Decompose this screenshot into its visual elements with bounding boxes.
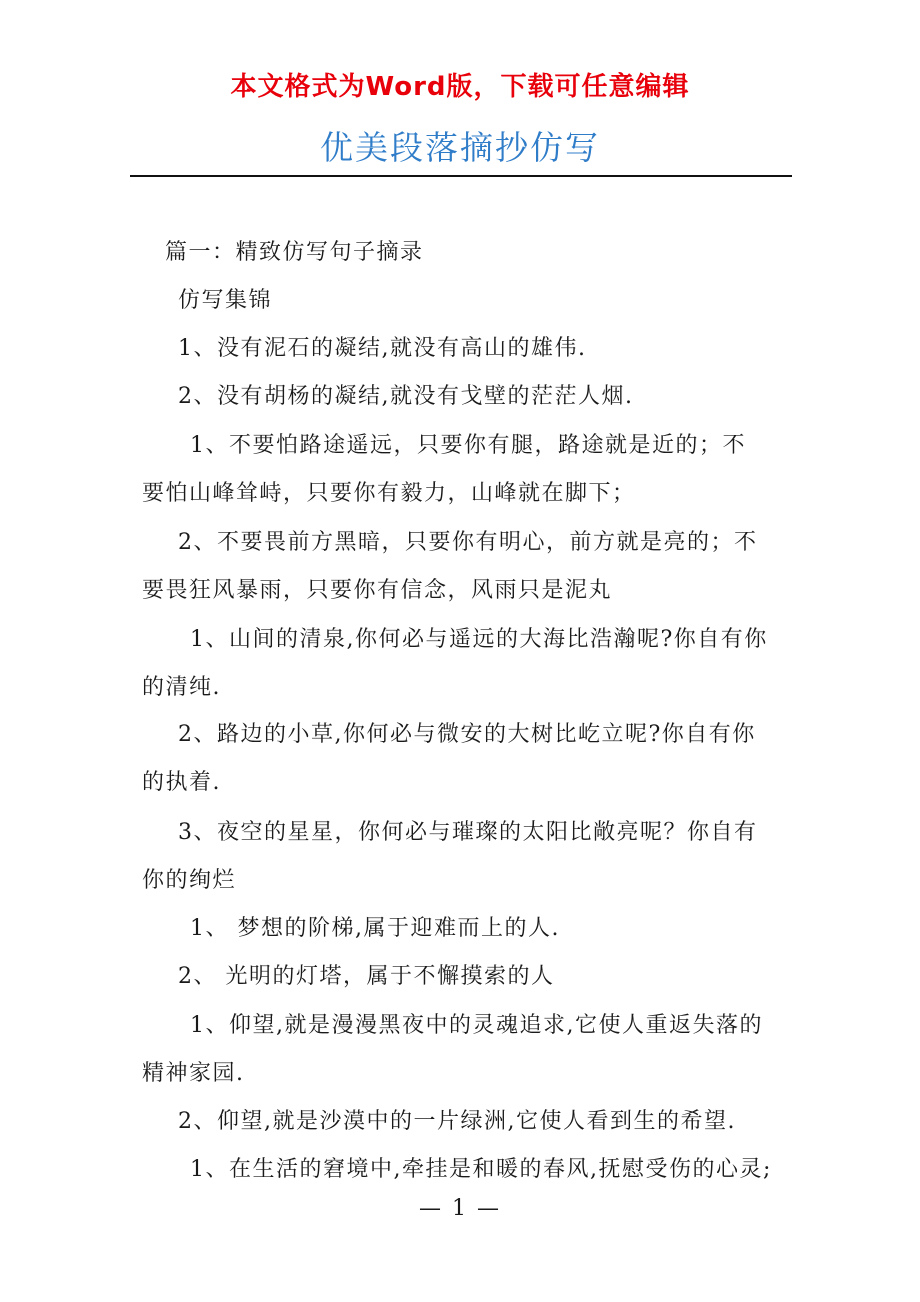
format-notice: 本文格式为Word版，下载可任意编辑 (230, 72, 690, 102)
text-line: 2、 光明的灯塔，属于不懈摸索的人 (178, 964, 555, 989)
document-title: 优美段落摘抄仿写 (320, 128, 600, 167)
text-line: 1、没有泥石的凝结,就没有高山的雄伟. (178, 336, 587, 361)
text-line: 2、仰望,就是沙漠中的一片绿洲,它使人看到生的希望. (178, 1109, 736, 1134)
text-line: 你的绚烂 (142, 868, 237, 893)
text-line: 3、夜空的星星，你何必与璀璨的太阳比敞亮呢？你自有 (178, 820, 758, 845)
text-line: 1、 梦想的阶梯,属于迎难而上的人. (190, 916, 560, 941)
text-line: 1、仰望,就是漫漫黑夜中的灵魂追求,它使人重返失落的 (190, 1013, 763, 1038)
text-line: 1、山间的清泉,你何必与遥远的大海比浩瀚呢?你自有你 (190, 627, 768, 652)
subheading: 仿写集锦 (178, 288, 273, 313)
text-line: 的清纯. (142, 675, 221, 700)
title-divider (130, 175, 792, 177)
text-line: 1、在生活的窘境中,牵挂是和暖的春风,抚慰受伤的心灵; (190, 1157, 772, 1182)
text-line: 的执着. (142, 770, 221, 795)
text-line: 2、没有胡杨的凝结,就没有戈壁的茫茫人烟. (178, 384, 634, 409)
text-line: 要怕山峰耸峙，只要你有毅力，山峰就在脚下； (142, 481, 636, 506)
text-line: 1、不要怕路途遥远，只要你有腿，路途就是近的；不 (190, 433, 746, 458)
text-line: 2、路边的小草,你何必与微安的大树比屹立呢?你自有你 (178, 722, 756, 747)
section-heading: 篇一：精致仿写句子摘录 (165, 240, 424, 265)
text-line: 要畏狂风暴雨，只要你有信念，风雨只是泥丸 (142, 578, 613, 603)
text-line: 2、不要畏前方黑暗，只要你有明心，前方就是亮的；不 (178, 530, 758, 555)
page-number: — 1 — (419, 1196, 501, 1221)
text-line: 精神家园. (142, 1061, 245, 1086)
